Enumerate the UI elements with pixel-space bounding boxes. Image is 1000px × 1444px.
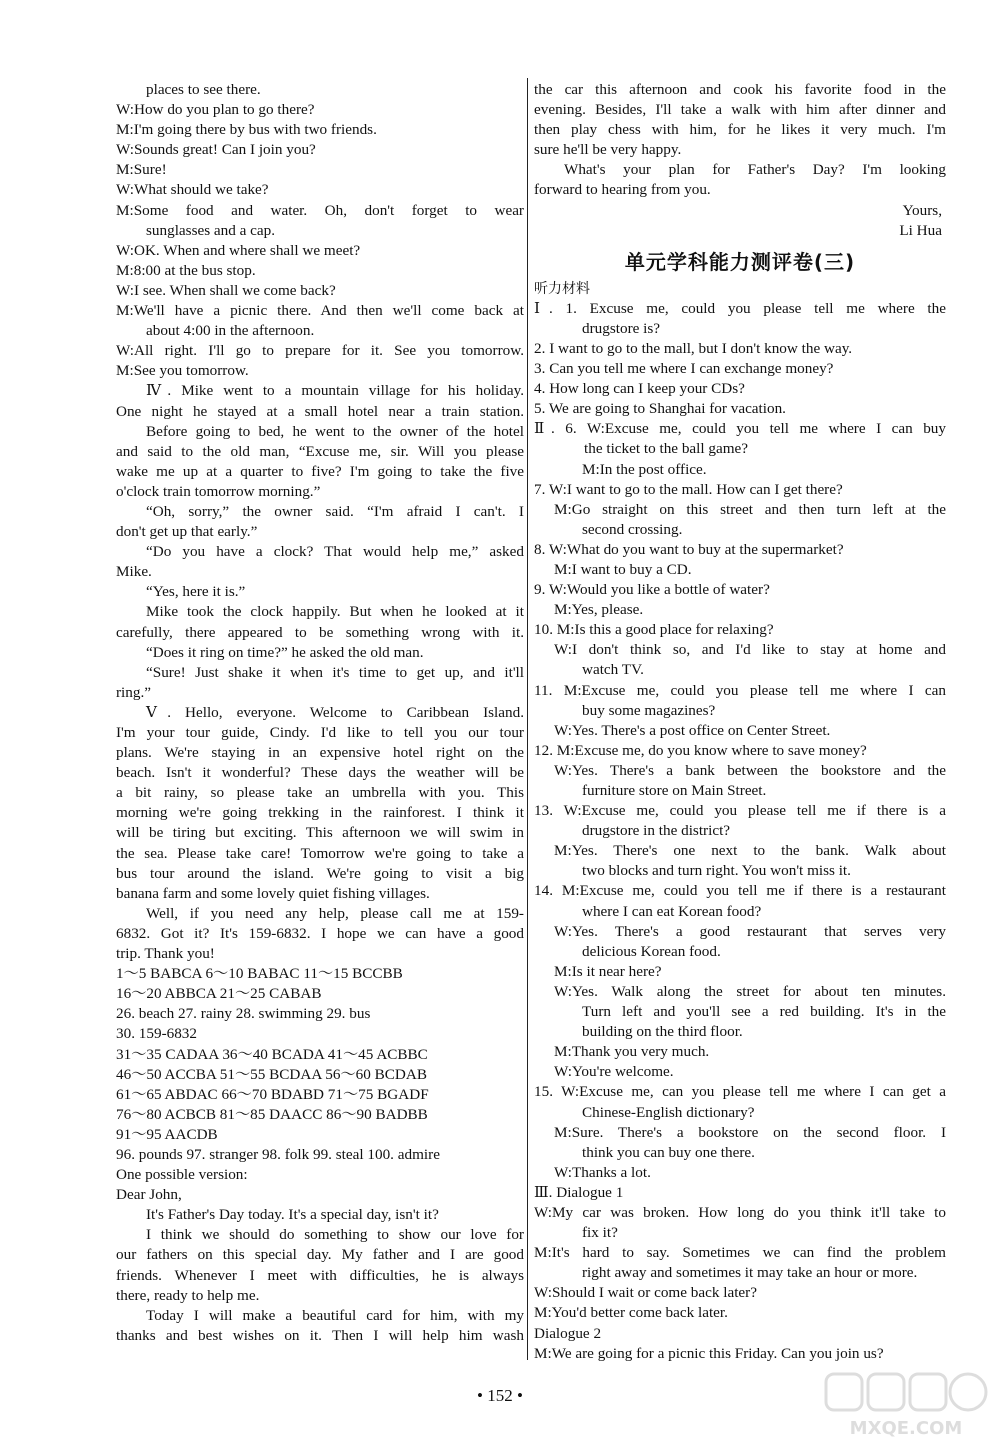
- text-line: W:All right. I'll go to prepare for it. See you tomorrow.: [116, 342, 524, 360]
- text-line: the ticket to the ball game?: [584, 440, 749, 458]
- text-line: M:Sure. There's a bookstore on the second floor. I: [554, 1123, 946, 1141]
- text-line: wake me up at a quarter to five? I'm going to take the five: [116, 462, 524, 480]
- text-line: furniture store on Main Street.: [582, 782, 767, 799]
- text-line: 30. 159-6832: [116, 1025, 197, 1043]
- text-line: right away and sometimes it may take an hour or more.: [582, 1264, 918, 1282]
- text-line: don't get up that early.”: [116, 523, 258, 541]
- text-line: M:Thank you very much.: [554, 1043, 710, 1061]
- text-line: 14. M:Excuse me, could you tell me if there is a restaurant: [534, 882, 946, 900]
- text-line: 5. We are going to Shanghai for vacation.: [534, 400, 786, 418]
- text-line: 76～80 ACBCB 81～85 DAACC 86～90 BADBB: [116, 1105, 428, 1123]
- text-line: Yours,: [902, 201, 942, 219]
- text-line: 2. I want to go to the mall, but I don't know the way.: [534, 339, 853, 357]
- letter-ending: [534, 80, 946, 241]
- text-line: 15. W:Excuse me, can you please tell me where I can get a: [534, 1083, 946, 1101]
- text-line: Ⅳ. Mike went to a mountain village for his holiday.: [146, 382, 524, 400]
- text-line: Dear John,: [116, 1186, 182, 1204]
- section-title: 单元学科能力测评卷(三): [624, 249, 856, 274]
- text-line: ring.”: [116, 683, 152, 701]
- watermark-text: MXQE.COM: [849, 1418, 963, 1439]
- text-line: 16～20 ABBCA 21～25 CABAB: [116, 985, 322, 1003]
- text-line: W:Sounds great! Can I join you?: [116, 141, 316, 159]
- text-line: W:My car was broken. How long do you think it'll take to: [534, 1203, 946, 1221]
- text-line: One night he stayed at a small hotel near a train station.: [116, 402, 524, 420]
- text-line: Well, if you need any help, please call me at 159-: [146, 904, 524, 922]
- text-line: forward to hearing from you.: [534, 181, 711, 199]
- text-line: W:Yes. There's a good restaurant that serves very: [554, 922, 946, 940]
- page-number: • 152 •: [477, 1386, 523, 1405]
- text-line: Mike.: [116, 563, 152, 581]
- text-line: Turn left and you'll see a red building. It's in the: [582, 1003, 946, 1021]
- text-line: M:Go straight on this street and then turn left at the: [554, 500, 946, 518]
- text-line: M:I want to buy a CD.: [554, 560, 692, 578]
- text-line: Ⅱ. 6. W:Excuse me, could you tell me where I can buy: [534, 420, 946, 438]
- text-line: thanks and best wishes on it. Then I will help him wash: [116, 1326, 524, 1344]
- text-line: 8. W:What do you want to buy at the supermarket?: [534, 540, 844, 558]
- right-column: [534, 80, 946, 1364]
- text-line: where I can eat Korean food?: [582, 902, 762, 920]
- text-line: W:How do you plan to go there?: [116, 101, 315, 119]
- text-line: 6832. Got it? It's 159-6832. I hope we can have a good: [116, 924, 524, 942]
- text-line: 9. W:Would you like a bottle of water?: [534, 581, 770, 599]
- text-line: bus tour around the island. We're going to visit a big: [116, 864, 524, 882]
- text-line: delicious Korean food.: [582, 942, 721, 960]
- text-line: building on the third floor.: [582, 1023, 743, 1041]
- text-line: M:I'm going there by bus with two friends.: [116, 121, 377, 139]
- text-line: M:In the post office.: [582, 460, 707, 478]
- text-line: will be tiring but exciting. This afternoon we will swim in: [116, 824, 524, 842]
- text-line: 1～5 BABCA 6～10 BABAC 11～15 BCCBB: [116, 965, 403, 983]
- column-divider: [527, 78, 528, 1360]
- text-line: think you can buy one there.: [582, 1143, 755, 1161]
- text-line: about 4:00 in the afternoon.: [146, 322, 315, 340]
- text-line: W:OK. When and where shall we meet?: [116, 241, 361, 259]
- text-line: Chinese-English dictionary?: [582, 1103, 755, 1121]
- text-line: M:We'll have a picnic there. And then we'll come back at: [116, 302, 524, 320]
- text-line: evening. Besides, I'll take a walk with him after dinner and: [534, 101, 946, 119]
- text-line: 61～65 ABDAC 66～70 BDABD 71～75 BGADF: [116, 1085, 429, 1103]
- text-line: 91～95 AACDB: [116, 1125, 218, 1143]
- left-column: [116, 80, 524, 1346]
- text-line: a bit rainy, so please take an umbrella with you. This: [116, 784, 524, 802]
- text-line: “Do you have a clock? That would help me,” asked: [146, 543, 524, 561]
- text-line: 3. Can you tell me where I can exchange money?: [534, 360, 834, 378]
- text-line: drugstore in the district?: [582, 822, 731, 840]
- text-line: M:We are going for a picnic this Friday. Can you join us?: [534, 1344, 884, 1362]
- text-line: 7. W:I want to go to the mall. How can I get there?: [534, 480, 843, 498]
- text-line: o'clock train tomorrow morning.”: [116, 482, 321, 500]
- text-line: watch TV.: [582, 661, 644, 679]
- text-line: beach. Isn't it wonderful? These days the weather will be: [116, 764, 524, 782]
- text-line: trip. Thank you!: [116, 945, 215, 963]
- text-line: M:It's hard to say. Sometimes we can find the problem: [534, 1244, 946, 1262]
- text-line: drugstore is?: [582, 319, 661, 337]
- text-line: Ⅰ. 1. Excuse me, could you please tell me where the: [534, 299, 946, 317]
- text-line: 26. beach 27. rainy 28. swimming 29. bus: [116, 1005, 371, 1023]
- text-line: W:You're welcome.: [554, 1063, 674, 1081]
- text-line: carefully, there appeared to be something wrong with it.: [116, 623, 524, 641]
- text-line: the car this afternoon and cook his favorite food in the: [534, 81, 946, 98]
- text-line: morning we're going trekking in the rainforest. I think it: [116, 804, 524, 822]
- text-line: M:Yes. There's one next to the bank. Walk about: [554, 842, 946, 860]
- text-line: W:I don't think so, and I'd like to stay at home and: [554, 641, 946, 659]
- text-line: second crossing.: [582, 520, 683, 538]
- text-line: Dialogue 2: [534, 1324, 602, 1342]
- text-line: 13. W:Excuse me, could you please tell me if there is a: [534, 802, 946, 820]
- text-line: 11. M:Excuse me, could you please tell me where I can: [534, 681, 946, 699]
- text-line: One possible version:: [116, 1166, 248, 1184]
- text-line: Ⅴ. Hello, everyone. Welcome to Caribbean Island.: [146, 703, 524, 721]
- text-line: places to see there.: [146, 81, 261, 98]
- text-line: M:Some food and water. Oh, don't forget to wear: [116, 201, 524, 219]
- text-line: there, ready to help me.: [116, 1286, 260, 1304]
- text-line: “Sure! Just shake it when it's time to get up, and it'll: [146, 663, 524, 681]
- watermark-logo: [822, 1370, 992, 1440]
- text-line: I'm your tour guide, Cindy. I'd like to tell you our tour: [116, 724, 524, 741]
- text-line: 4. How long can I keep your CDs?: [534, 380, 745, 398]
- text-line: fix it?: [582, 1224, 618, 1242]
- text-line: Today I will make a beautiful card for him, with my: [146, 1306, 524, 1324]
- text-line: 46～50 ACCBA 51～55 BCDAA 56～60 BCDAB: [116, 1065, 427, 1083]
- text-line: 10. M:Is this a good place for relaxing?: [534, 621, 774, 639]
- text-line: W:Thanks a lot.: [554, 1163, 651, 1181]
- text-line: W:Yes. Walk along the street for about ten minutes.: [554, 982, 946, 1000]
- text-line: M:Yes, please.: [554, 601, 644, 619]
- text-line: our fathers on this special day. My father and I are good: [116, 1246, 524, 1264]
- text-line: sunglasses and a cap.: [146, 221, 276, 239]
- text-line: then play chess with him, for he likes it very much. I'm: [534, 121, 946, 139]
- text-line: the sea. Please take care! Tomorrow we're going to take a: [116, 844, 524, 862]
- text-line: and said to the old man, “Excuse me, sir. Will you please: [116, 442, 524, 460]
- text-line: friends. Whenever I meet with difficulties, he is always: [116, 1266, 524, 1284]
- text-line: Before going to bed, he went to the owner of the hotel: [146, 422, 524, 440]
- text-line: Li Hua: [899, 221, 942, 239]
- text-line: banana farm and some lovely quiet fishing villages.: [116, 884, 430, 902]
- text-line: What's your plan for Father's Day? I'm looking: [564, 161, 946, 179]
- text-line: “Does it ring on time?” he asked the old man.: [146, 643, 424, 661]
- text-line: W:Should I wait or come back later?: [534, 1284, 757, 1302]
- text-line: M:Is it near here?: [554, 962, 662, 980]
- text-line: M:8:00 at the bus stop.: [116, 261, 256, 279]
- text-line: 96. pounds 97. stranger 98. folk 99. steal 100. admire: [116, 1145, 440, 1163]
- text-line: Mike took the clock happily. But when he looked at it: [146, 603, 524, 621]
- text-line: sure he'll be very happy.: [534, 141, 682, 159]
- text-line: I think we should do something to show our love for: [146, 1226, 524, 1244]
- text-line: W:Yes. There's a post office on Center Street.: [554, 721, 831, 739]
- text-line: buy some magazines?: [582, 701, 716, 719]
- text-line: M:See you tomorrow.: [116, 362, 249, 380]
- text-line: W:Yes. There's a bank between the bookstore and the: [554, 761, 946, 779]
- text-line: “Oh, sorry,” the owner said. “I'm afraid I can't. I: [146, 502, 524, 520]
- text-line: M:You'd better come back later.: [534, 1304, 728, 1322]
- text-line: Ⅲ. Dialogue 1: [534, 1183, 624, 1201]
- section-subtitle: 听力材料: [534, 280, 590, 297]
- text-line: 31～35 CADAA 36～40 BCADA 41～45 ACBBC: [116, 1045, 428, 1063]
- text-line: M:Sure!: [116, 161, 167, 179]
- text-line: 12. M:Excuse me, do you know where to save money?: [534, 741, 867, 759]
- listening-material: [534, 299, 946, 1364]
- text-line: “Yes, here it is.”: [146, 583, 246, 601]
- text-line: W:What should we take?: [116, 181, 269, 199]
- text-line: W:I see. When shall we come back?: [116, 281, 336, 299]
- text-line: two blocks and turn right. You won't miss it.: [582, 862, 851, 880]
- text-line: It's Father's Day today. It's a special day, isn't it?: [146, 1206, 439, 1224]
- text-line: plans. We're staying in an expensive hotel right on the: [116, 744, 524, 762]
